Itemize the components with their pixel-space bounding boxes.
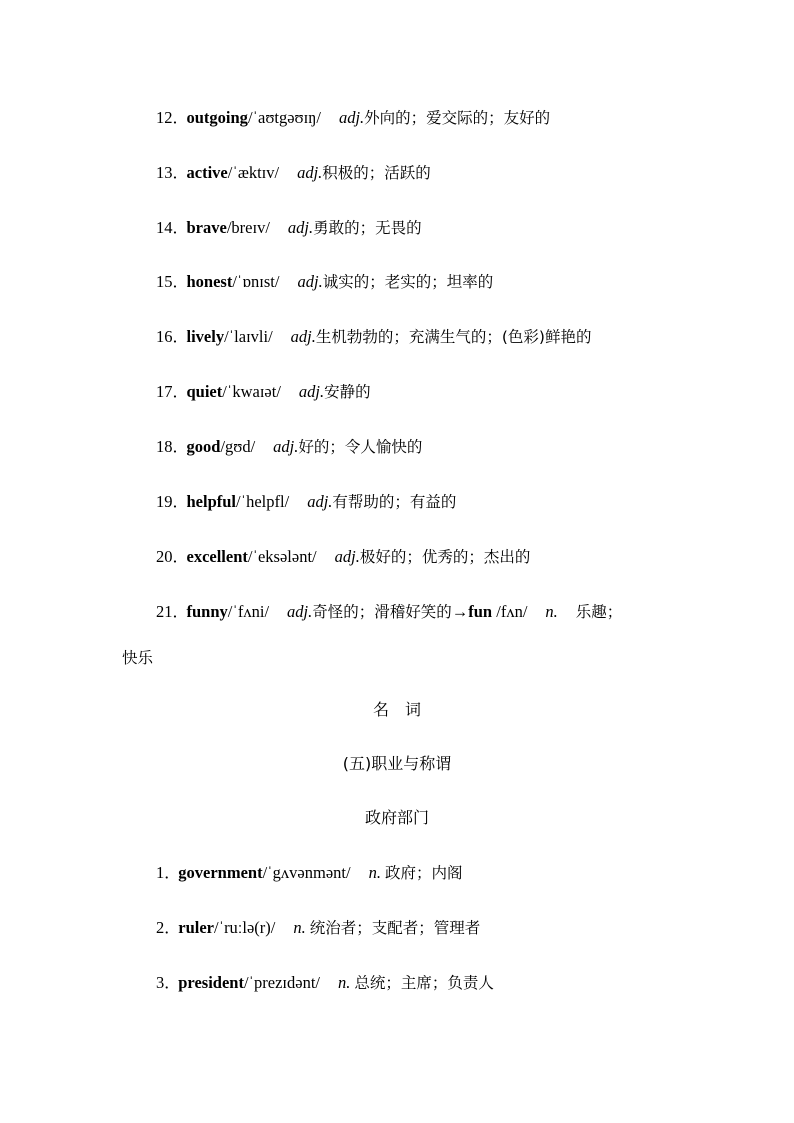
definition: 奇怪的；滑稽好笑的	[312, 603, 452, 621]
entry-number: 13	[156, 163, 173, 182]
list-item: 17．quiet/ˈkwaɪət/ adj.安静的	[156, 382, 371, 401]
phonetic: /ˈæktɪv/	[227, 163, 280, 182]
phonetic: /ˈaʊtgəʊɪŋ/	[247, 108, 321, 127]
headword: outgoing	[186, 108, 248, 127]
list-item: 13．active/ˈæktɪv/ adj.积极的；活跃的	[156, 163, 431, 182]
list-item: 15．honest/ˈɒnɪst/ adj.诚实的；老实的；坦率的	[156, 272, 494, 291]
headword: quiet	[186, 382, 223, 401]
definition-continuation: 快乐	[122, 649, 154, 667]
list-item: 12．outgoing/ˈaʊtgəʊɪŋ/ adj.外向的；爱交际的；友好的	[156, 108, 551, 127]
headword: funny	[186, 602, 228, 621]
phonetic: /ˈhelpfl/	[236, 492, 290, 511]
entry-number: 14	[156, 218, 173, 237]
definition: 积极的；活跃的	[322, 164, 431, 182]
phonetic: /ˈlaɪvli/	[224, 327, 273, 346]
phonetic: /gʊd/	[220, 437, 256, 456]
part-of-speech: n.	[338, 973, 351, 992]
definition: 政府；内阁	[384, 864, 463, 882]
entry-number: 16	[156, 327, 173, 346]
definition: 生机勃勃的；充满生气的；(色彩)鲜艳的	[315, 328, 592, 346]
headword: active	[186, 163, 228, 182]
phonetic: /ˈfʌni/	[227, 602, 270, 621]
entry-number: 18	[156, 437, 173, 456]
part-of-speech: adj.	[290, 327, 316, 346]
headword: lively	[186, 327, 225, 346]
section-heading: (五)职业与称谓	[342, 754, 452, 773]
part-of-speech: adj.	[307, 492, 333, 511]
headword: excellent	[186, 547, 248, 566]
entry-number: 15	[156, 272, 173, 291]
list-item: 2．ruler/ˈruːlə(r)/ n. 统治者；支配者；管理者	[156, 918, 481, 937]
subsection-heading: 政府部门	[364, 808, 429, 827]
list-item: 14．brave/breɪv/ adj.勇敢的；无畏的	[156, 218, 422, 237]
headword: helpful	[186, 492, 237, 511]
entry-number: 12	[156, 108, 173, 127]
part-of-speech: adj.	[298, 382, 325, 401]
phonetic: /ˈkwaɪət/	[222, 382, 281, 401]
headword: good	[186, 437, 221, 456]
phonetic: /ˈruːlə(r)/	[213, 918, 276, 937]
list-item: 18．good/gʊd/ adj.好的；令人愉快的	[156, 437, 423, 456]
list-item: 21．funny/ˈfʌni/ adj.奇怪的；滑稽好笑的→fun /fʌn/ n. 乐趣；	[156, 602, 623, 621]
part-of-speech: adj.	[334, 547, 360, 566]
part-of-speech: adj.	[297, 272, 323, 291]
phonetic: /ˈprezɪdənt/	[243, 973, 320, 992]
part-of-speech: adj.	[287, 602, 313, 621]
entry-number: 17	[156, 382, 173, 401]
definition: 诚实的；老实的；坦率的	[322, 273, 494, 291]
part-of-speech: adj.	[287, 218, 314, 237]
phonetic: /ˈeksələnt/	[247, 547, 317, 566]
arrow-icon: →	[451, 602, 469, 621]
list-item: 20．excellent/ˈeksələnt/ adj.极好的；优秀的；杰出的	[156, 547, 531, 566]
entry-number: 20	[156, 547, 173, 566]
definition: 有帮助的；有益的	[332, 493, 457, 511]
entry-number: 2	[156, 918, 165, 937]
list-item: 19．helpful/ˈhelpfl/ adj.有帮助的；有益的	[156, 492, 457, 511]
definition: 总统；主席；负责人	[354, 974, 494, 992]
definition: 勇敢的；无畏的	[313, 219, 422, 237]
entry-number: 1	[156, 863, 165, 882]
entry-number: 21	[156, 602, 173, 621]
headword: brave	[186, 218, 227, 237]
definition: 极好的；优秀的；杰出的	[359, 548, 531, 566]
part-of-speech: n.	[368, 863, 381, 882]
entry-number: 19	[156, 492, 173, 511]
phonetic: /ˈgʌvənmənt/	[262, 863, 351, 882]
part-of-speech: adj.	[297, 163, 323, 182]
category-heading: 名 词	[372, 700, 421, 719]
headword: government	[178, 863, 263, 882]
headword: president	[178, 973, 244, 992]
entry-number: 3	[156, 973, 165, 992]
headword: honest	[186, 272, 233, 291]
definition: 好的；令人愉快的	[298, 438, 423, 456]
headword: ruler	[178, 918, 214, 937]
derived-part-of-speech: n.	[545, 602, 558, 621]
part-of-speech: adj.	[338, 108, 365, 127]
part-of-speech: adj.	[273, 437, 299, 456]
list-item: 3．president/ˈprezɪdənt/ n. 总统；主席；负责人	[156, 973, 494, 992]
list-item: 1．government/ˈgʌvənmənt/ n. 政府；内阁	[156, 863, 463, 882]
derived-word: fun	[468, 602, 493, 621]
part-of-speech: n.	[293, 918, 306, 937]
definition: 统治者；支配者；管理者	[309, 919, 481, 937]
derived-phonetic: /fʌn/	[492, 602, 528, 621]
phonetic: /ˈɒnɪst/	[232, 272, 280, 291]
definition: 安静的	[324, 383, 371, 401]
derived-definition: 乐趣；	[575, 603, 623, 621]
list-item: 16．lively/ˈlaɪvli/ adj.生机勃勃的；充满生气的；(色彩)鲜艳的	[156, 327, 592, 346]
definition: 外向的；爱交际的；友好的	[364, 109, 551, 127]
phonetic: /breɪv/	[226, 218, 270, 237]
